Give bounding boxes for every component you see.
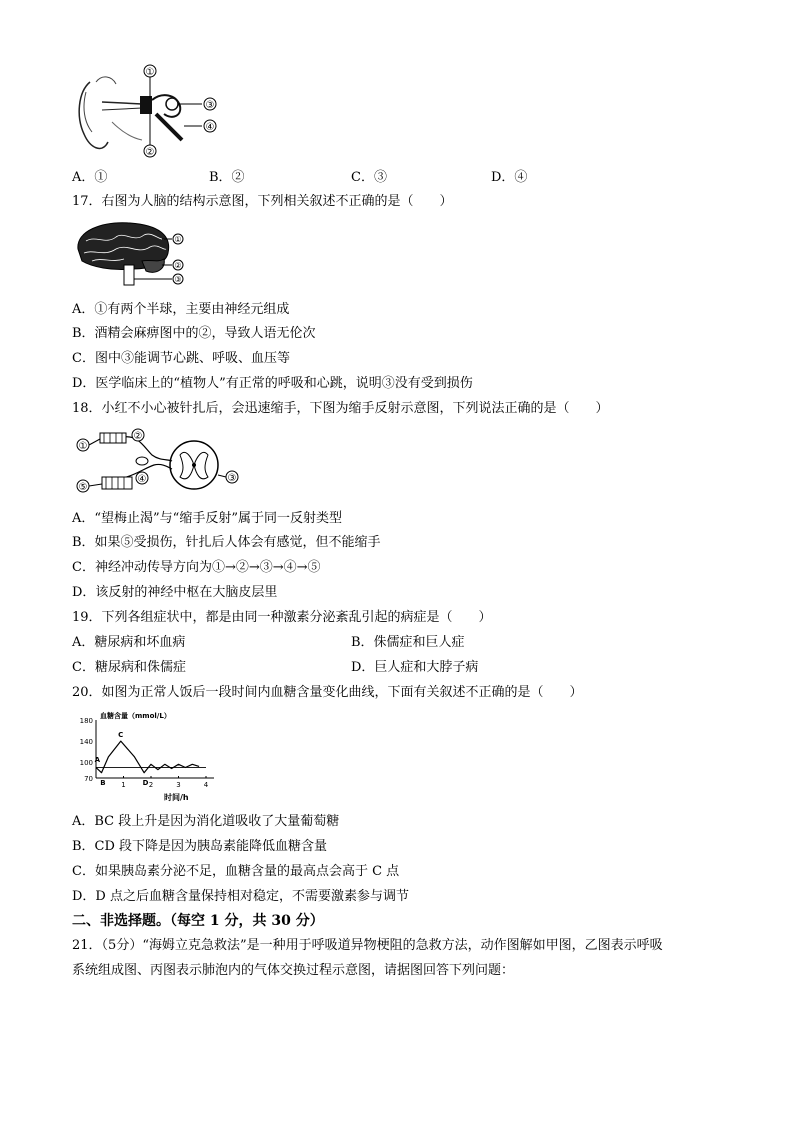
q20-stem: 20．如图为正常人饭后一段时间内血糖含量变化曲线，下面有关叙述不正确的是（ ） — [72, 685, 583, 700]
chart-x-tick-label: 4 — [203, 781, 209, 789]
q20-option-c: C．如果胰岛素分泌不足，血糖含量的最高点会高于 C 点 — [72, 864, 400, 879]
brain-marker-3-label: ③ — [174, 275, 182, 284]
chart-point-label: D — [142, 778, 149, 787]
q18-stem: 18．小红不小心被针扎后，会迅速缩手，下图为缩手反射示意图，下列说法正确的是（ ） — [72, 401, 609, 416]
q20-option-a: A．BC 段上升是因为消化道吸收了大量葡萄糖 — [72, 814, 340, 829]
ear-marker-4-label: ④ — [205, 122, 215, 133]
reflex-marker-5-label: ⑤ — [78, 482, 88, 493]
q16-option-b: B．② — [209, 170, 245, 185]
q18-option-a: A．“望梅止渴”与“缩手反射”属于同一反射类型 — [72, 511, 342, 526]
q19-stem: 19．下列各组症状中，都是由同一种激素分泌紊乱引起的病症是（ ） — [72, 610, 492, 625]
reflex-marker-2-label: ② — [133, 431, 143, 442]
chart-y-tick-label: 140 — [79, 738, 93, 747]
q17-option-b: B．酒精会麻痹图中的②，导致人语无伦次 — [72, 326, 316, 341]
chart-x-axis-label: 时间/h — [164, 793, 189, 802]
chart-x-tick-label: 1 — [121, 781, 126, 789]
brain-marker-2-label: ② — [174, 261, 182, 270]
q19-option-b: B．侏儒症和巨人症 — [351, 635, 465, 650]
q18-option-d: D．该反射的神经中枢在大脑皮层里 — [72, 585, 278, 600]
q21-stem-line-1: 21．（5分）“海姆立克急救法”是一种用于呼吸道异物梗阻的急救方法，动作图解如甲图，乙图表示呼吸 — [72, 938, 663, 953]
q17-option-d: D．医学临床上的“植物人”有正常的呼吸和心跳，说明③没有受到损伤 — [72, 376, 473, 391]
q18-option-b: B．如果⑤受损伤，针扎后人体会有感觉，但不能缩手 — [72, 535, 381, 550]
q19-option-a: A．糖尿病和坏血病 — [72, 635, 186, 650]
chart-y-axis-label: 血糖含量（mmol/L） — [100, 712, 171, 720]
q20-option-b: B．CD 段下降是因为胰岛素能降低血糖含量 — [72, 839, 328, 854]
q17-option-a: A．①有两个半球，主要由神经元组成 — [72, 302, 290, 317]
q17-stem: 17．右图为人脑的结构示意图，下列相关叙述不正确的是（ ） — [72, 194, 453, 209]
q18-option-c: C．神经冲动传导方向为①→②→③→④→⑤ — [72, 560, 321, 575]
ear-marker-1-label: ① — [145, 67, 155, 78]
q16-option-a: A．① — [72, 170, 108, 185]
q19-option-c: C．糖尿病和侏儒症 — [72, 660, 186, 675]
reflex-marker-3-label: ③ — [227, 473, 237, 484]
q16-option-d: D．④ — [491, 170, 528, 185]
chart-y-tick-label: 70 — [84, 775, 93, 783]
ear-structure-figure — [72, 62, 232, 162]
chart-series-line — [96, 741, 199, 773]
brain-marker-1-label: ① — [174, 235, 182, 244]
ear-marker-2-label: ② — [145, 147, 155, 158]
chart-point-label: C — [118, 730, 124, 739]
q16-option-c: C．③ — [351, 170, 387, 185]
chart-y-tick-label: 180 — [79, 717, 93, 725]
q19-option-d: D．巨人症和大脖子病 — [351, 660, 479, 675]
chart-y-tick-label: 100 — [79, 759, 93, 768]
chart-point-label: B — [100, 778, 106, 787]
brain-structure-figure — [72, 219, 192, 287]
blood-glucose-chart — [72, 708, 222, 804]
chart-x-tick-label: 3 — [176, 781, 181, 789]
q17-option-c: C．图中③能调节心跳、呼吸、血压等 — [72, 351, 290, 366]
reflex-marker-1-label: ① — [78, 441, 88, 452]
reflex-arc-figure — [72, 425, 252, 497]
chart-point-label: A — [94, 756, 101, 765]
reflex-marker-4-label: ④ — [137, 474, 147, 485]
chart-x-tick-label: 2 — [148, 781, 154, 789]
section-2-heading: 二、非选择题。（每空 1 分，共 30 分） — [72, 913, 324, 929]
ear-marker-3-label: ③ — [205, 100, 215, 111]
q20-option-d: D．D 点之后血糖含量保持相对稳定，不需要激素参与调节 — [72, 889, 409, 904]
q21-stem-line-2: 系统组成图、丙图表示肺泡内的气体交换过程示意图，请据图回答下列问题： — [72, 963, 515, 978]
